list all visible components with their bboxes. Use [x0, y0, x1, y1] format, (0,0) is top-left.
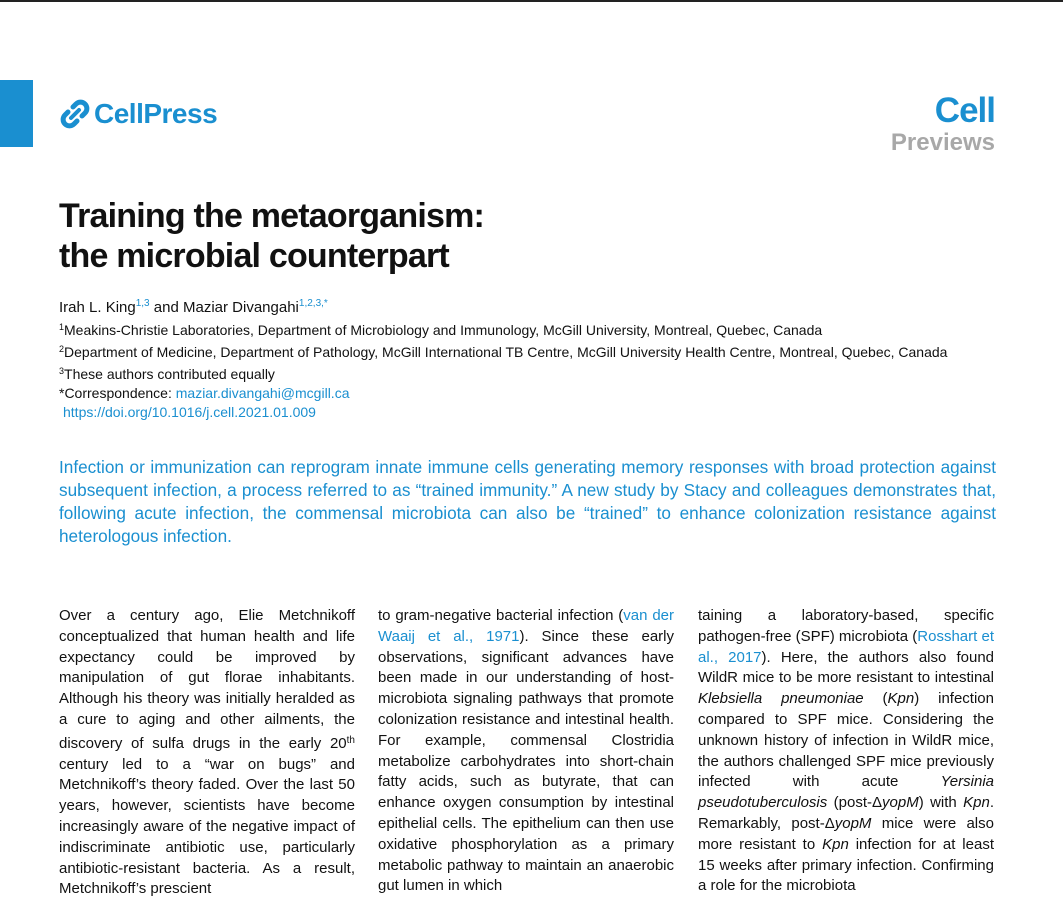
- affiliation-2: $^2$Department of Medicine, Department of Pathology, McGill International TB Centre, McGill University Health Centre, Montreal, Quebec, Canada: [59, 344, 948, 360]
- cellpress-link-icon: [59, 98, 91, 130]
- author-list: [59, 298, 328, 316]
- author-king-affil[interactable]: 1,3: [135, 298, 150, 309]
- journal-name: Cell: [934, 91, 995, 130]
- author-king[interactable]: Irah L. King: [59, 299, 136, 316]
- body-column-1: Over a century ago, Elie Metchnikoff conceptualized that human health and life expectancy could be improved by manipulation of gut florae inhabitants. Although his theory was initially heralded as a cure to aging and other ailments, the discovery of sulfa drugs in the early 20th century led to a “war on bugs” and Metchnikoff’s theory faded. Over the last 50 years, however, scientists have become increasingly aware of the negative impact of indiscriminate antibiotic use, particularly antibiotic-resistant bacteria. As a result, Metchnikoff’s prescient: [59, 607, 355, 898]
- correspondence-label: *Correspondence:: [59, 385, 176, 401]
- reference-link-van-der-waaij[interactable]: van der Waaij et al., 1971: [378, 607, 674, 645]
- section-tab: [0, 80, 33, 147]
- body-column-3: taining a laboratory-based, specific pathogen-free (SPF) microbiota (Rosshart et al., 2017). Here, the authors also found WildR mice to be more resistant to intestinal Klebsiella pneumoniae (Kpn) infection compared to SPF mice. Considering the unknown history of infection in WildR mice, the authors challenged SPF mice previously infected with acute Yersinia pseudotuberculosis (post-ΔyopM) with Kpn. Remarkably, post-ΔyopM mice were also more resistant to Kpn infection for at least 15 weeks after primary infection. Confirming a role for the microbiota: [698, 607, 995, 895]
- summary-abstract: Infection or immunization can reprogram innate immune cells generating memory responses with broad protection against subsequent infection, a process referred to as “trained immunity.” A new study by Stacy and colleagues demonstrates that, following acute infection, the commensal microbiota can also be “trained” to enhance colonization resistance against heterologous infection.: [59, 457, 996, 546]
- correspondence-email-link[interactable]: maziar.divangahi@mcgill.ca: [175, 385, 350, 401]
- affiliation-1: $^1$Meakins-Christie Laboratories, Department of Microbiology and Immunology, McGill University, Montreal, Quebec, Canada: [59, 322, 823, 338]
- author-divangahi[interactable]: Maziar Divangahi: [183, 299, 299, 316]
- doi-link[interactable]: https://doi.org/10.1016/j.cell.2021.01.009: [63, 404, 316, 420]
- affiliations: [59, 318, 989, 422]
- top-rule: [0, 0, 1063, 2]
- publisher-name: CellPress: [94, 98, 218, 129]
- article-title: [59, 196, 779, 276]
- author-divangahi-affil[interactable]: 1,2,3,*: [298, 298, 328, 309]
- affiliation-3: $^3$These authors contributed equally: [59, 366, 275, 382]
- body-column-2: to gram-negative bacterial infection (van der Waaij et al., 1971). Since these early observations, significant advances have been made in our understanding of host-microbiota signaling pathways that promote colonization resistance and intestinal health. For example, commensal Clostridia metabolize carbohydrates into short-chain fatty acids, such as butyrate, that can enhance oxygen consumption by intestinal epithelial cells. The epithelium can then use oxidative phosphorylation as a primary metabolic pathway to maintain an anaerobic gut lumen in which: [378, 607, 674, 895]
- journal-section: Previews: [890, 129, 995, 156]
- cellpress-logo: [59, 96, 217, 132]
- correspondence: [59, 384, 989, 403]
- title-line-1: Training the metaorganism:: [59, 197, 485, 235]
- reference-link-rosshart[interactable]: Rosshart et al., 2017: [698, 627, 994, 666]
- journal-header: [891, 92, 995, 156]
- author-separator: and: [149, 299, 183, 316]
- title-line-2: the microbial counterpart: [59, 237, 449, 275]
